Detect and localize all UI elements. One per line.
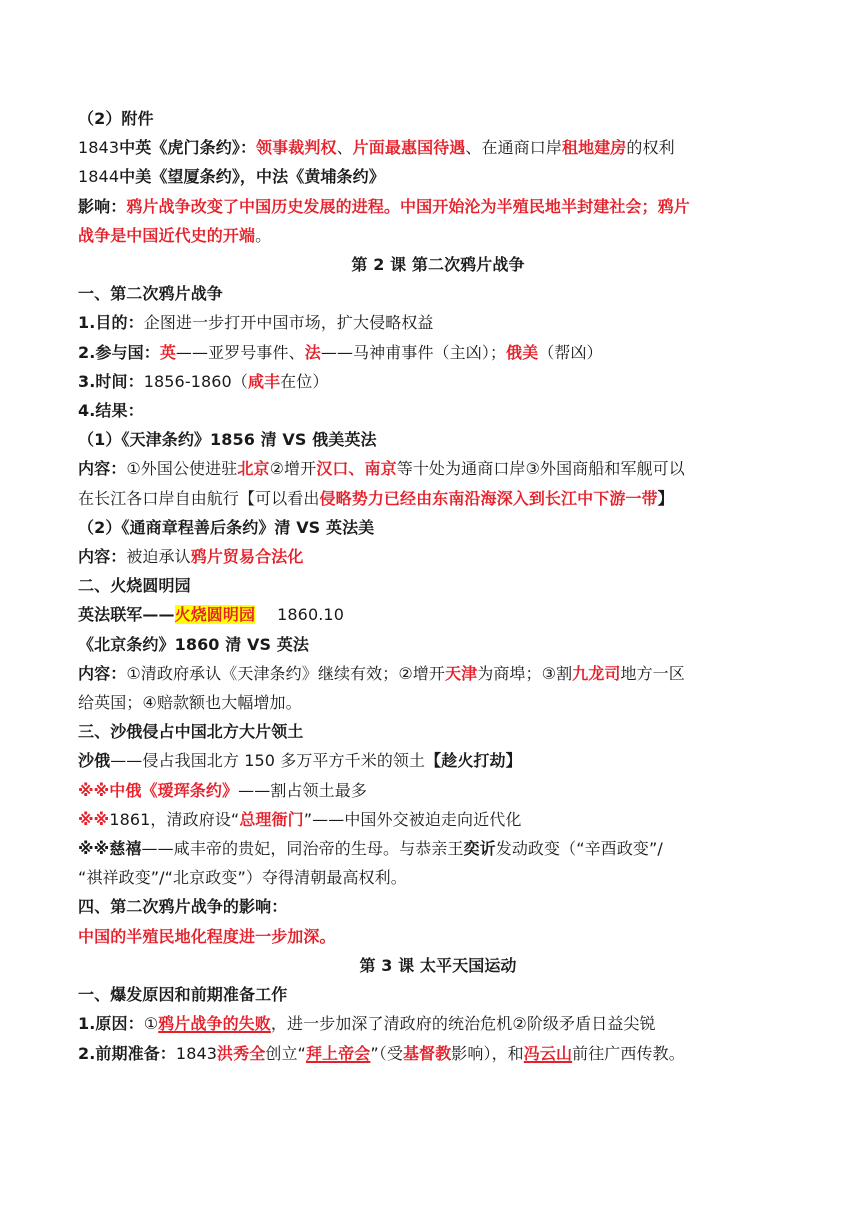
beijing-content-2: 给英国；④赔款额也大幅增加。 bbox=[78, 693, 302, 713]
lesson-title-2: 第 2 课 第二次鸦片战争 bbox=[351, 255, 525, 275]
zongli-yamen-line: ※※1861，清政府设“总理衙门”——中国外交被迫走向近代化 bbox=[78, 809, 522, 829]
treaty-line-wangxia: 1844中美《望厦条约》，中法《黄埔条约》 bbox=[78, 167, 385, 187]
beijing-content-1: 内容：①清政府承认《天津条约》继续有效；②增开天津为商埠；③割九龙司地方一区 bbox=[78, 663, 685, 683]
time-line: 3.时间：1856-1860（咸丰在位） bbox=[78, 371, 329, 391]
influence-line-2: 战争是中国近代史的开端。 bbox=[78, 225, 272, 245]
preparation-line: 2.前期准备：1843洪秀全创立“拜上帝会”（受基督教影响），和冯云山前往广西传教。 bbox=[78, 1043, 685, 1063]
lesson-title-3: 第 3 课 太平天国运动 bbox=[359, 955, 517, 975]
section-heading-appendix: （2）附件 bbox=[78, 109, 154, 128]
russia-line: 沙俄——侵占我国北方 150 多万平方千米的领土【趁火打劫】 bbox=[78, 751, 522, 771]
influence-line-1: 影响：鸦片战争改变了中国历史发展的进程。中国开始沦为半殖民地半封建社会；鸦片 bbox=[78, 196, 690, 216]
tianjin-treaty-heading: （1）《天津条约》1856 清 VS 俄美英法 bbox=[78, 430, 377, 450]
section-heading-russia: 三、沙俄侵占中国北方大片领土 bbox=[78, 722, 304, 742]
treaty-line-humen: 1843中英《虎门条约》：领事裁判权、片面最惠国待遇、在通商口岸租地建房的权利 bbox=[78, 138, 675, 158]
aihui-line: ※※中俄《瑷珲条约》——割占领土最多 bbox=[78, 780, 367, 800]
section-heading-impact: 四、第二次鸦片战争的影响： bbox=[78, 897, 288, 917]
cause-line: 1.原因：①鸦片战争的失败，进一步加深了清政府的统治危机②阶级矛盾日益尖锐 bbox=[78, 1014, 656, 1034]
result-heading: 4.结果： bbox=[78, 401, 144, 421]
purpose-line: 1.目的：企图进一步打开中国市场，扩大侵略权益 bbox=[78, 313, 434, 333]
tianjin-content-2: 在长江各口岸自由航行【可以看出侵略势力已经由东南沿海深入到长江中下游一带】 bbox=[78, 488, 674, 508]
impact-line: 中国的半殖民地化程度进一步加深。 bbox=[78, 926, 336, 946]
section-heading-yuanmingyuan: 二、火烧圆明园 bbox=[78, 576, 191, 596]
section-heading-war2: 一、第二次鸦片战争 bbox=[78, 284, 223, 304]
beijing-treaty-heading: 《北京条约》1860 清 VS 英法 bbox=[78, 634, 309, 654]
yuanmingyuan-line: 英法联军——火烧圆明园 1860.10 bbox=[78, 605, 344, 625]
tianjin-content-1: 内容：①外国公使进驻北京②增开汉口、南京等十处为通商口岸③外国商船和军舰可以 bbox=[78, 459, 685, 479]
trade-treaty-heading: （2）《通商章程善后条约》清 VS 英法美 bbox=[78, 517, 375, 537]
cixi-line-1: ※※慈禧——咸丰帝的贵妃，同治帝的生母。与恭亲王奕䜣发动政变（“辛酉政变”/ bbox=[78, 839, 663, 859]
participants-line: 2.参与国：英——亚罗号事件、法——马神甫事件（主凶）；俄美（帮凶） bbox=[78, 342, 603, 362]
cixi-line-2: “祺祥政变”/“北京政变”）夺得清朝最高权利。 bbox=[78, 868, 407, 888]
trade-treaty-content: 内容：被迫承认鸦片贸易合法化 bbox=[78, 547, 304, 567]
document-page bbox=[78, 104, 798, 1068]
section-heading-causes: 一、爆发原因和前期准备工作 bbox=[78, 985, 288, 1005]
